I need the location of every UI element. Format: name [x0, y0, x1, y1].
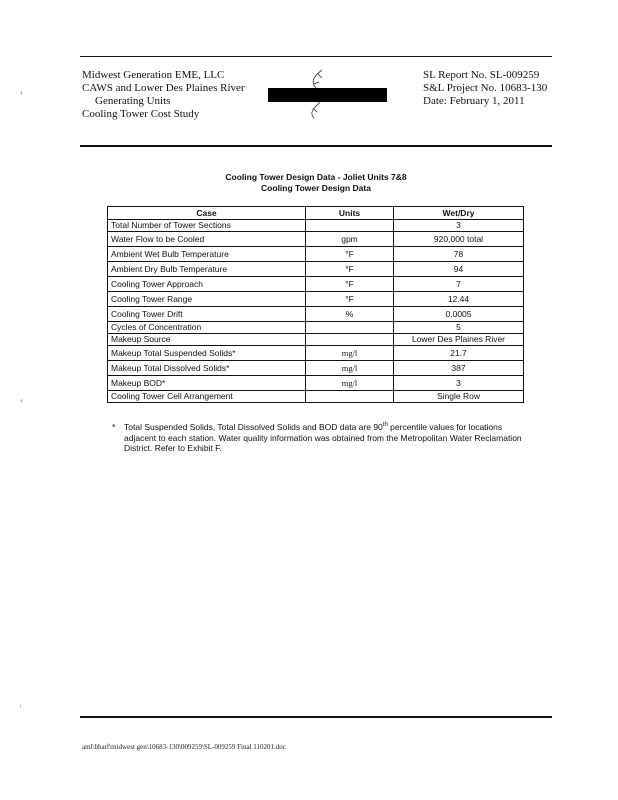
table-row — [108, 277, 524, 292]
table-row — [108, 376, 524, 391]
margin-mark: ' — [20, 704, 22, 713]
page-title: Cooling Tower Design Data - Joliet Units 7&8 — [225, 172, 407, 182]
footnote-marker: * — [112, 422, 116, 432]
table-row — [108, 307, 524, 322]
table-row — [108, 361, 524, 376]
table-row — [108, 292, 524, 307]
table-row — [108, 346, 524, 361]
top-rule — [80, 56, 552, 57]
row-value: 7 — [394, 277, 524, 292]
table-row — [108, 334, 524, 346]
footnote-text — [112, 422, 532, 454]
row-units: % — [306, 307, 394, 322]
row-units: mg/l — [306, 346, 394, 361]
row-value: 0.0005 — [394, 307, 524, 322]
row-value: 3 — [394, 376, 524, 391]
row-units — [306, 334, 394, 346]
column-header-wet-dry: Wet/Dry — [394, 207, 524, 220]
footnote-superscript: th — [382, 422, 388, 429]
row-case: Cooling Tower Cell Arrangement — [108, 391, 306, 403]
row-units: mg/l — [306, 361, 394, 376]
study-name: Cooling Tower Cost Study — [82, 108, 200, 120]
row-case: Ambient Wet Bulb Temperature — [108, 247, 306, 262]
row-value: 387 — [394, 361, 524, 376]
row-value: 5 — [394, 322, 524, 334]
header-right-block — [423, 69, 547, 108]
table-row — [108, 391, 524, 403]
row-case: Cycles of Concentration — [108, 322, 306, 334]
row-units: °F — [306, 277, 394, 292]
company-name: Midwest Generation EME, LLC — [82, 69, 225, 81]
table-footnote — [112, 422, 532, 454]
redaction-bar — [268, 88, 387, 102]
table-row — [108, 220, 524, 232]
column-header-units: Units — [306, 207, 394, 220]
row-value: Single Row — [394, 391, 524, 403]
row-units: °F — [306, 292, 394, 307]
footer-file-path: aml\bharf\midwest gen\10683-130\009259\SL-009259 Final 110201.doc — [82, 743, 286, 751]
row-case: Makeup Total Dissolved Solids* — [108, 361, 306, 376]
table-row — [108, 322, 524, 334]
row-case: Ambient Dry Bulb Temperature — [108, 262, 306, 277]
row-case: Makeup BOD* — [108, 376, 306, 391]
project-subname: Generating Units — [95, 95, 171, 107]
header-bottom-rule — [80, 145, 552, 147]
row-units — [306, 391, 394, 403]
row-units — [306, 322, 394, 334]
row-case: Makeup Total Suspended Solids* — [108, 346, 306, 361]
row-value: 3 — [394, 220, 524, 232]
row-units: mg/l — [306, 376, 394, 391]
row-case: Cooling Tower Drift — [108, 307, 306, 322]
row-value: 94 — [394, 262, 524, 277]
row-value: Lower Des Plaines River — [394, 334, 524, 346]
report-number: SL Report No. SL-009259 — [423, 69, 540, 81]
project-number: S&L Project No. 10683-130 — [423, 82, 548, 94]
footer-rule — [80, 716, 552, 718]
header-left-block — [82, 69, 245, 121]
row-value: 12.44 — [394, 292, 524, 307]
table-row — [108, 247, 524, 262]
report-date: Date: February 1, 2011 — [423, 95, 525, 107]
column-header-case: Case — [108, 207, 306, 220]
table-row — [108, 232, 524, 247]
row-units — [306, 220, 394, 232]
row-value: 21.7 — [394, 346, 524, 361]
table-title: Cooling Tower Design Data — [261, 183, 371, 193]
row-case: Total Number of Tower Sections — [108, 220, 306, 232]
design-data-table — [107, 206, 524, 403]
project-name: CAWS and Lower Des Plaines River — [82, 82, 245, 94]
row-units: gpm — [306, 232, 394, 247]
row-case: Cooling Tower Approach — [108, 277, 306, 292]
row-case: Water Flow to be Cooled — [108, 232, 306, 247]
row-units: °F — [306, 262, 394, 277]
row-units: °F — [306, 247, 394, 262]
footnote-text-start: Total Suspended Solids, Total Dissolved Solids and BOD data are 90 — [124, 422, 383, 432]
table-row — [108, 262, 524, 277]
table-header-row — [108, 207, 524, 220]
row-case: Makeup Source — [108, 334, 306, 346]
margin-mark: ‹ — [20, 396, 23, 405]
row-case: Cooling Tower Range — [108, 292, 306, 307]
row-value: 920,000 total — [394, 232, 524, 247]
footnote-text-end: percentile values for locations adjacent to each station. Water quality information was obtained from the Metropolitan Water Reclamation District. Refer to Exhibit F. — [124, 422, 522, 453]
row-value: 78 — [394, 247, 524, 262]
margin-mark: ‹ — [20, 88, 23, 97]
